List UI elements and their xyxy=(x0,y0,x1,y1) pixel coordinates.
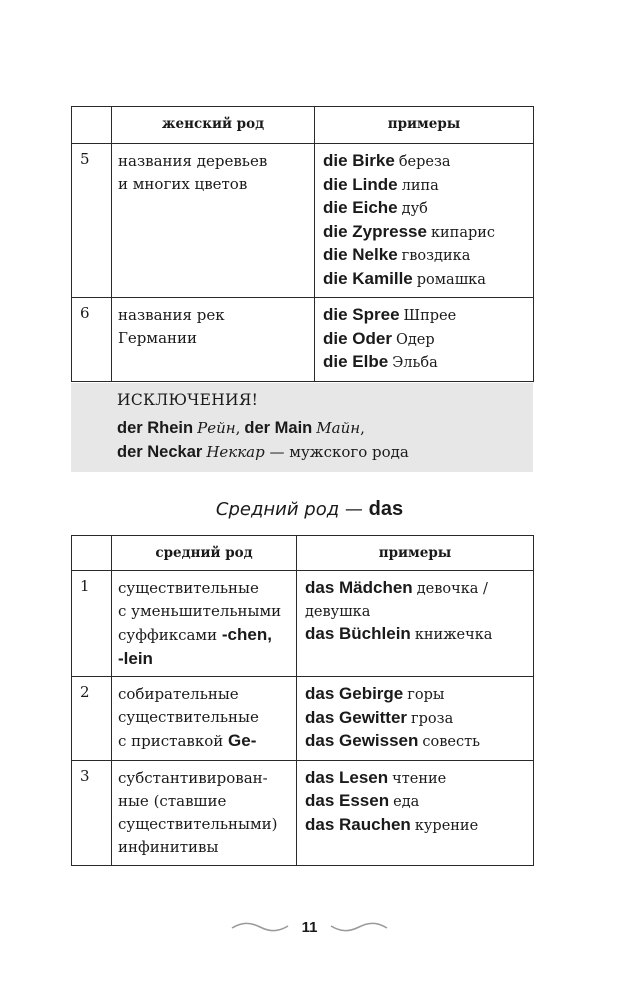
example-item xyxy=(305,730,527,754)
row-description xyxy=(112,144,315,298)
header-examples: примеры xyxy=(297,536,534,571)
table-header-row xyxy=(72,536,534,571)
header-num xyxy=(72,107,112,144)
desc-line: существительными) xyxy=(118,814,278,833)
example-item xyxy=(305,601,527,624)
example-translation: Эльба xyxy=(392,355,438,371)
section-heading-article: das xyxy=(368,498,404,520)
page-number: 11 xyxy=(301,918,318,936)
exception-word: der Main xyxy=(244,419,313,437)
header-num xyxy=(72,536,112,571)
example-item xyxy=(323,150,527,174)
example-item xyxy=(323,197,527,221)
row-examples xyxy=(315,144,534,298)
example-translation: Одер xyxy=(395,331,435,348)
row-number: 1 xyxy=(72,571,112,677)
example-word: die Oder xyxy=(323,328,392,348)
example-translation: ромашка xyxy=(416,271,486,288)
exception-comma: , xyxy=(235,419,241,437)
example-word: die Nelke xyxy=(323,245,398,264)
suffix-lein: -lein xyxy=(118,649,153,668)
exception-word: der Neckar xyxy=(117,443,203,461)
example-word: die Kamille xyxy=(323,268,413,288)
example-translation: еда xyxy=(393,794,420,810)
row-description xyxy=(112,298,315,382)
example-word: die Eiche xyxy=(323,198,398,217)
example-item xyxy=(305,623,527,647)
exception-word: der Rhein xyxy=(117,419,194,437)
section-heading xyxy=(0,498,619,521)
example-word: das Gebirge xyxy=(305,684,404,703)
row-examples xyxy=(297,677,534,761)
example-word: das Rauchen xyxy=(305,814,411,834)
example-word: das Lesen xyxy=(305,767,389,787)
example-translation: гвоздика xyxy=(401,248,471,264)
desc-text: суффиксами xyxy=(118,626,222,644)
wave-ornament-right-icon xyxy=(329,920,389,934)
exception-note: — мужского рода xyxy=(264,443,409,461)
exceptions-line-1 xyxy=(117,419,365,438)
section-heading-text: Средний род — xyxy=(215,499,369,520)
example-translation: девушка xyxy=(305,603,371,620)
example-item xyxy=(323,304,527,328)
example-item xyxy=(305,767,527,791)
desc-line: субстантивирован- xyxy=(118,768,268,787)
example-word: die Spree xyxy=(323,305,400,324)
desc-line: существительные xyxy=(118,708,259,726)
table-row xyxy=(72,677,534,761)
desc-line: собирательные xyxy=(118,685,239,703)
row-examples xyxy=(297,571,534,677)
row-description xyxy=(112,571,297,677)
header-examples: примеры xyxy=(315,107,534,144)
example-translation: гроза xyxy=(411,710,454,727)
exception-translation: Неккар xyxy=(206,443,265,461)
example-item xyxy=(323,221,527,245)
table-row xyxy=(72,571,534,677)
table-row xyxy=(72,298,534,382)
header-category: женский род xyxy=(112,107,315,144)
example-word: das Essen xyxy=(305,791,390,810)
neuter-table xyxy=(71,535,534,866)
example-item xyxy=(323,328,527,352)
page-footer xyxy=(0,918,619,936)
example-item xyxy=(305,683,527,707)
exception-translation: Майн xyxy=(316,419,361,437)
example-item xyxy=(323,244,527,268)
example-item xyxy=(305,814,527,838)
suffix-chen: -chen, xyxy=(221,625,272,644)
example-translation: береза xyxy=(398,154,451,170)
header-category: средний род xyxy=(112,536,297,571)
desc-line: с уменьшительными xyxy=(118,602,282,620)
example-translation: липа xyxy=(401,177,439,194)
table-header-row xyxy=(72,107,534,144)
exception-comma: , xyxy=(360,419,365,437)
example-translation: книжечка xyxy=(414,627,493,643)
example-item xyxy=(323,174,527,198)
table-row xyxy=(72,144,534,298)
example-word: das Mädchen xyxy=(305,578,413,597)
example-translation: Шпрее xyxy=(403,308,457,324)
exceptions-title: ИСКЛЮЧЕНИЯ! xyxy=(117,391,259,409)
exception-translation: Рейн xyxy=(197,419,236,437)
example-item xyxy=(305,707,527,731)
wave-ornament-left-icon xyxy=(230,920,290,934)
example-translation: чтение xyxy=(392,770,447,787)
example-translation: курение xyxy=(414,817,479,834)
example-translation: девочка / xyxy=(416,581,488,597)
desc-line: инфинитивы xyxy=(118,837,219,856)
exceptions-line-2 xyxy=(117,443,409,462)
desc-line xyxy=(118,623,290,647)
row-number: 3 xyxy=(72,760,112,865)
row-number: 2 xyxy=(72,677,112,761)
desc-line: Германии xyxy=(118,329,198,347)
row-examples xyxy=(315,298,534,382)
row-description xyxy=(112,677,297,761)
feminine-table xyxy=(71,106,534,382)
desc-line: названия рек xyxy=(118,306,225,324)
row-number: 5 xyxy=(72,144,112,298)
example-translation: горы xyxy=(407,687,445,703)
example-word: das Gewissen xyxy=(305,731,419,750)
example-translation: совесть xyxy=(422,734,481,750)
example-item xyxy=(305,577,527,601)
example-word: die Linde xyxy=(323,174,398,194)
example-item xyxy=(323,351,527,375)
desc-line: существительные xyxy=(118,579,259,597)
desc-text: с приставкой xyxy=(118,732,229,750)
exceptions-box xyxy=(71,383,533,472)
example-word: das Büchlein xyxy=(305,624,411,643)
prefix-ge: Ge- xyxy=(228,731,257,750)
example-word: die Zypresse xyxy=(323,221,427,241)
example-word: die Birke xyxy=(323,151,395,170)
example-translation: дуб xyxy=(401,201,428,217)
desc-line: названия деревьев xyxy=(118,152,268,170)
desc-line: и многих цветов xyxy=(118,175,248,193)
example-word: das Gewitter xyxy=(305,707,408,727)
table-row xyxy=(72,760,534,865)
example-translation: кипарис xyxy=(430,224,496,241)
example-item xyxy=(323,268,527,292)
example-word: die Elbe xyxy=(323,352,389,371)
row-number: 6 xyxy=(72,298,112,382)
example-item xyxy=(305,790,527,814)
row-description xyxy=(112,760,297,865)
desc-line: ные (ставшие xyxy=(118,791,227,810)
desc-line xyxy=(118,729,290,753)
row-examples xyxy=(297,760,534,865)
